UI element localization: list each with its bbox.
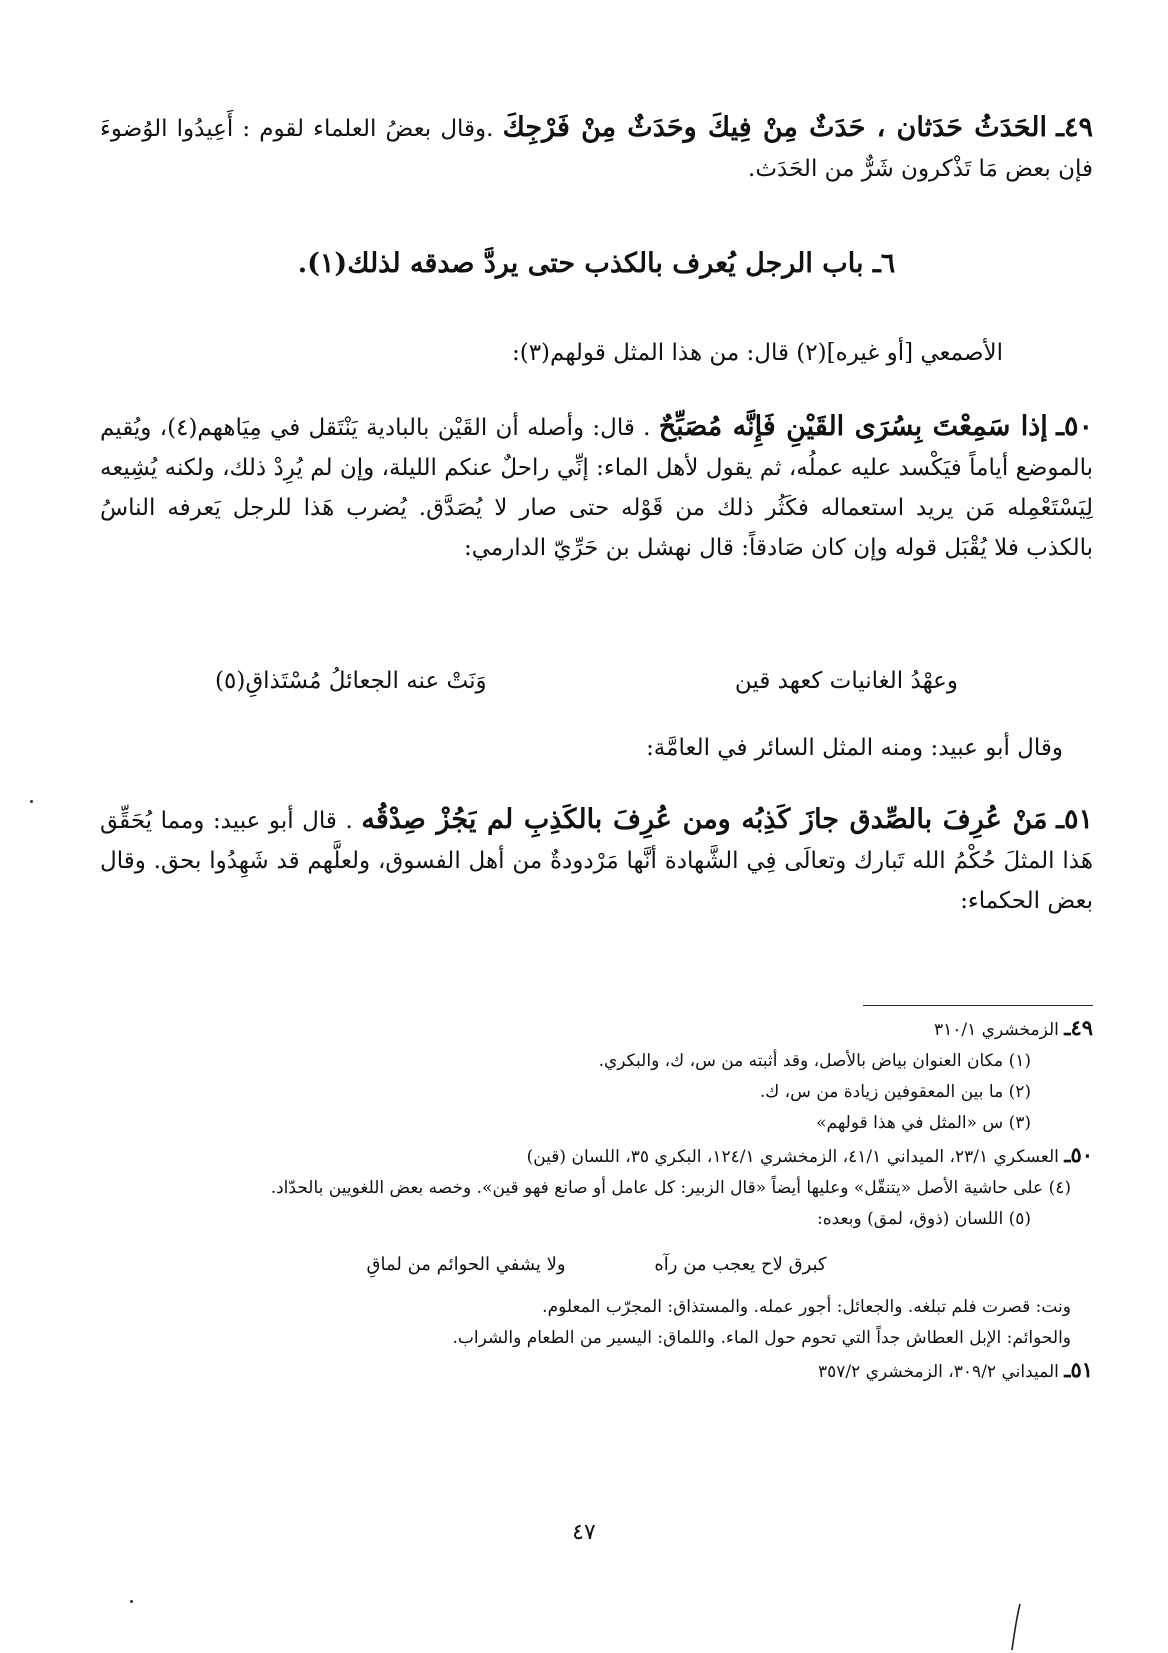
gloss-line-2: والحوائم: الإبل العطاش جداً التي تحوم حول الماء. واللماق: اليسير من الطعام والشراب. [452,1328,1071,1348]
footnote-entry-50 [100,1139,1093,1173]
footnote-verse-second: ولا يشفي الحوائم من لماقِ [366,1254,566,1275]
entry-number: ٥٠ـ [1056,411,1093,442]
entry-49 [100,108,1093,189]
proverb-phrase: إذا سَمِعْتَ بِسُرَى القَيْنِ فَإِنَّه مُصَبِّحٌ [658,411,1048,442]
footnote-2: (٢) ما بين المعقوفين زيادة من س، ك. [759,1082,1031,1102]
footnote-number: ٥١ـ [1064,1357,1093,1382]
entry-text: . قال: وأصله أن القَيْن بالبادية يَنْتَقل في مِيَاههم(٤)، ويُقيم بالموضع أياماً فيَكْسد عليه عملُه، ثم يقول لأهل الماء: إنِّي راحلٌ عنكم الليلة، وإن لم يُرِدْ ذلك، ولكنه يُشِيعه لِيَسْتَعْمِله مَن يريد استعماله فكَثُر ذلك من قَوْله حتى صار لا يُصَدَّق. يُضرب هَذا للرجل يَعرفه الناسُ بالكذب فلا يُقْبَل قوله وإن كان صَادقاً: قال نهشل بن حَرِّيّ الدارمي: [100,415,1093,561]
footnote-number: ٥٠ـ [1064,1142,1093,1167]
entry-number: ٥١ـ [1056,804,1093,835]
footnote-4: (٤) على حاشية الأصل «يتنقّل» وعليها أيضاً «قال الزبير: كل عامل أو صانع فهو قين». وخصه بعض اللغويين بالحدّاد. [270,1178,1071,1198]
footnote-number: ٤٩ـ [1064,1015,1093,1040]
chapter-heading: ٦ـ باب الرجل يُعرف بالكذب حتى يردَّ صدقه لذلك(١). [297,248,896,279]
footnote-source: الزمخشري ٣١٠/١ [933,1020,1059,1040]
page-number: ٤٧ [572,1520,596,1545]
intro-51: وقال أبو عبيد: ومنه المثل السائر في العامَّة: [646,735,1063,761]
entry-text: . قال أبو عبيد: ومما يُحَقِّق هَذا المثلَ حُكْمُ الله تَبارك وتعالَى فِي الشَّهادة أنَّها مَرْدودةٌ من أهل الفسوق، ولعلَّهم قد شَهِدُوا بحق. وقال بعض الحكماء: [100,808,1093,914]
entry-number: ٤٩ـ [1056,112,1094,143]
gloss-line-1: ونت: قصرت فلم تبلغه. والجعائل: أجور عمله. والمستذاق: المجرّب المعلوم. [542,1297,1071,1317]
footnote-source: العسكري ٢٣/١، الميداني ٤١/١، الزمخشري ١٢٤/١، البكري ٣٥، اللسان (قين) [526,1147,1059,1167]
entry-text: .وقال بعضُ العلماء لقوم : أَعِيدُوا الوُضوءَ فإن بعض مَا تَذْكرون شَرٌّ من الحَدَث. [100,116,1093,182]
verse-50 [215,668,958,694]
proverb-phrase: الحَدَثُ حَدَثان ، حَدَثٌ مِنْ فِيكَ وحَدَثٌ مِنْ فَرْجِكَ [502,112,1047,143]
footnote-1: (١) مكان العنوان بياض بالأصل، وقد أثبته من س، ك، والبكري. [598,1051,1031,1071]
proverb-phrase: مَنْ عُرِفَ بالصِّدق جازَ كَذِبُه ومن عُرِفَ بالكَذِبِ لم يَجُزْ صِدْقُه [361,804,1048,835]
scan-dot [30,800,33,803]
entry-51 [100,800,1093,921]
footnote-source: الميداني ٣٠٩/٢، الزمخشري ٣٥٧/٢ [818,1362,1059,1382]
footnote-5: (٥) اللسان (ذوق، لمق) وبعده: [817,1209,1031,1229]
footnote-3: (٣) س «المثل في هذا قولهم» [816,1113,1031,1133]
verse-first-hemistich: وعهْدُ الغانيات كعهد قين [734,668,958,694]
footnotes [100,1012,1093,1388]
footnote-verse-first: كبرق لاح يعجب من رآه [654,1254,827,1275]
entry-50 [100,407,1093,568]
footnote-verse [367,1249,827,1280]
footnote-separator [863,1005,1093,1006]
footnote-entry-49 [100,1012,1093,1046]
intro-50: الأصمعي [أو غيره](٢) قال: من هذا المثل قولهم(٣): [511,340,1003,366]
footnote-entry-51 [100,1354,1093,1388]
pen-mark-icon [1006,1602,1026,1652]
scan-dot [130,1600,133,1603]
verse-second-hemistich: وَنَتْ عنه الجعائلُ مُسْتَذاقِ(٥) [215,668,487,694]
